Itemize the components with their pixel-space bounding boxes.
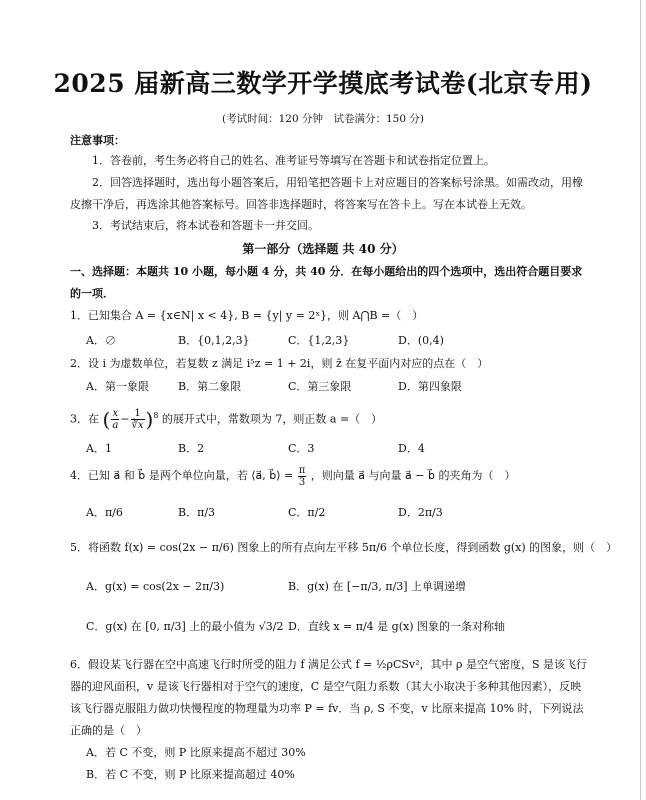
question-4 — [70, 464, 590, 488]
exam-subtitle: (考试时间：120 分钟 试卷满分：150 分) — [222, 113, 424, 125]
q2-option-d: D．第四象限 — [398, 380, 462, 393]
q5-option-b: B．g(x) 在 [−π/3, π/3] 上单调递增 — [288, 580, 467, 593]
fraction-pi-over-3: $\frac{\pi}{3}$ — [298, 464, 306, 488]
q6-option-b: B．若 C 不变，则 P 比原来提高超过 40% — [86, 768, 295, 781]
question-5: 5．将函数 f(x) = cos(2x − π/6) 图象上的所有点向左平移 5π/6 个单位长度，得到函数 g(x) 的图象，则（ ） — [70, 541, 618, 554]
notice-heading: 注意事项： — [70, 134, 125, 147]
q3-option-c: C．3 — [288, 442, 315, 455]
q3-text-tail: 的展开式中，常数项为 7，则正数 a =（ ） — [161, 412, 383, 426]
paren-open-glyph: ( — [102, 407, 111, 432]
exam-title: 2025 届新高三数学开学摸底考试卷(北京专用) — [53, 69, 593, 98]
q1-option-d: D．(0,4) — [398, 334, 444, 347]
notice-item: 2．回答选择题时，选出每小题答案后，用铅笔把答题卡上对应题目的答案标号涂黑。如需改动，用橡皮擦干净后，再选涂其他答案标号。回答非选择题时，将答案写在答卡上。写在本试卷上无效。 — [70, 176, 583, 211]
notice-item: 1．答卷前，考生务必将自己的姓名、准考证号等填写在答题卡和试卷指定位置上。 — [92, 154, 495, 167]
fraction-one-over-cuberoot-x: $\frac{1}{∛x}$ — [131, 408, 144, 432]
paren-close-glyph: ) — [145, 407, 154, 432]
question-1: 1．已知集合 A = {x∈N| x < 4}, B = {y| y = 2ˣ}，则 A⋂B =（ ） — [70, 309, 424, 322]
q4-option-b: B．π/3 — [178, 506, 216, 519]
q3-option-d: D．4 — [398, 442, 425, 455]
q1-option-b: B．{0,1,2,3} — [178, 334, 250, 347]
q3-text-lead: 3．在 — [70, 412, 99, 426]
q2-option-a: A．第一象限 — [86, 380, 149, 393]
q5-option-d: D．直线 x = π/4 是 g(x) 图象的一条对称轴 — [288, 620, 505, 633]
q2-option-c: C．第三象限 — [288, 380, 352, 393]
q5-option-a: A．g(x) = cos(2x − 2π/3) — [86, 580, 225, 593]
fraction-x-over-a: $\frac{x}{a}$ — [112, 408, 119, 432]
q4-text-lead: 4．已知 a⃗ 和 b⃗ 是两个单位向量，若 ⟨a⃗, b⃗⟩ = — [70, 469, 294, 482]
question-2: 2．设 i 为虚数单位，若复数 z 满足 i⁵z = 1 + 2i，则 z̄ 在复平面内对应的点在（ ） — [70, 357, 489, 370]
q4-text-tail: ，则向量 a⃗ 与向量 a⃗ − b⃗ 的夹角为（ ） — [310, 469, 516, 482]
notice-item: 3．考试结束后，将本试卷和答题卡一并交回。 — [92, 219, 319, 232]
q6-option-a: A．若 C 不变，则 P 比原来提高不超过 30% — [86, 746, 306, 759]
q1-option-c: C．{1,2,3} — [288, 334, 350, 347]
q4-option-a: A．π/6 — [86, 506, 123, 519]
q3-option-a: A．1 — [86, 442, 112, 455]
section-heading: 第一部分（选择题 共 40 分） — [242, 242, 404, 256]
q4-option-d: D．2π/3 — [398, 506, 443, 519]
q1-option-a: A．∅ — [86, 334, 116, 347]
part-instructions: 一、选择题：本题共 10 小题，每小题 4 分，共 40 分．在每小题给出的四个选项中，选出符合题目要求的一项． — [70, 265, 583, 300]
question-6: 6．假设某飞行器在空中高速飞行时所受的阻力 f 满足公式 f = ½ρCSv²，其中 ρ 是空气密度，S 是该飞行器的迎风面积，v 是该飞行器相对于空气的速度，C 是空气阻力系数（其大小取决于多种其他因素），反映该飞行器克服阻力做功快慢程度的物理量为功率 P = fv．当 ρ, S 不变，v 比原来提高 10% 时，下列说法正确的是（ ） — [70, 658, 588, 737]
q2-option-b: B．第二象限 — [178, 380, 242, 393]
q3-option-b: B．2 — [178, 442, 205, 455]
question-3: 3．在 ( $\frac{x}{a}$ − $\frac{1}{∛x}$ )$^8$ 的展开式中，常数项为 7，则正数 a =（ ） — [70, 407, 383, 432]
q4-option-c: C．π/2 — [288, 506, 326, 519]
q5-option-c: C．g(x) 在 [0, π/3] 上的最小值为 √3/2 — [86, 620, 284, 633]
